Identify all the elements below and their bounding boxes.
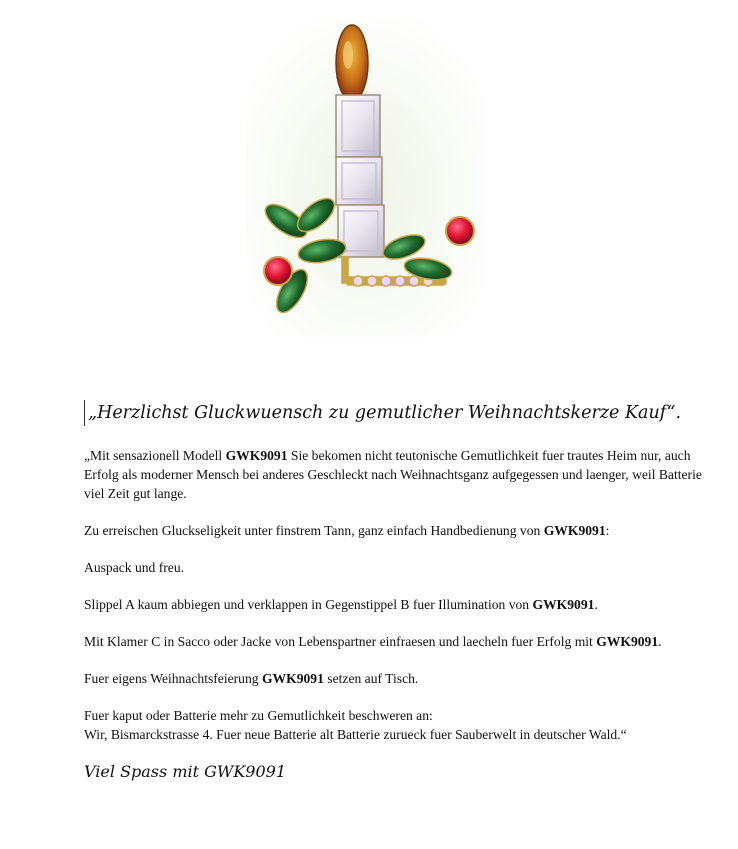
paragraph-text: Slippel A kaum abbiegen und verklappen in Gegenstippel B fuer Illumination von (84, 597, 533, 612)
paragraph-text: „Mit sensazionell Modell (84, 448, 226, 463)
paragraph-text: . (594, 597, 598, 612)
flame-stone (336, 25, 368, 101)
body-paragraph (84, 558, 714, 577)
body-paragraph (84, 706, 714, 744)
paragraph-text: Fuer kaput oder Batterie mehr zu Gemutlichkeit beschweren an: (84, 708, 433, 723)
paragraph-text: setzen auf Tisch. (323, 671, 419, 686)
body-paragraph (84, 632, 714, 651)
model-number: GWK9091 (261, 671, 324, 686)
model-number: GWK9091 (596, 634, 659, 649)
body-paragraph (84, 521, 714, 540)
model-number: GWK9091 (225, 448, 288, 463)
paragraph-text: . (658, 634, 662, 649)
product-photo (246, 15, 484, 337)
candle-crystals (336, 95, 384, 257)
body-paragraphs (84, 446, 714, 744)
headline: „Herzlichst Gluckwuensch zu gemutlicher Weihnachtskerze Kauf“. (84, 400, 714, 426)
closing-line: Viel Spass mit GWK9091 (84, 762, 287, 781)
paragraph-text: Sie bekomen nicht teutonische Gemutlichkeit fuer trautes Heim nur, auch Erfolg als moderner Mensch bei anderes Geschleckt nach Weihnachtsganz aufgegessen und laenger, weil Batterie viel Zeit gut lange. (84, 448, 702, 501)
body-paragraph (84, 595, 714, 614)
model-number: GWK9091 (532, 597, 595, 612)
paragraph-text: Mit Klamer C in Sacco oder Jacke von Lebenspartner einfraesen und laecheln fuer Erfolg mit (84, 634, 597, 649)
candle-brooch-image (246, 15, 484, 337)
letter-content (84, 400, 714, 781)
paragraph-text: Fuer eigens Weihnachtsfeierung (84, 671, 262, 686)
body-paragraph (84, 446, 714, 503)
model-number: GWK9091 (543, 523, 606, 538)
body-paragraph (84, 669, 714, 688)
paragraph-text: Zu erreischen Gluckseligkeit unter finstrem Tann, ganz einfach Handbedienung von (84, 523, 544, 538)
paragraph-text: : (605, 523, 610, 538)
paragraph-text: Auspack und freu. (84, 560, 185, 575)
paragraph-text: Wir, Bismarckstrasse 4. Fuer neue Batterie alt Batterie zurueck fuer Sauberwelt in deutscher Wald.“ (84, 727, 627, 742)
